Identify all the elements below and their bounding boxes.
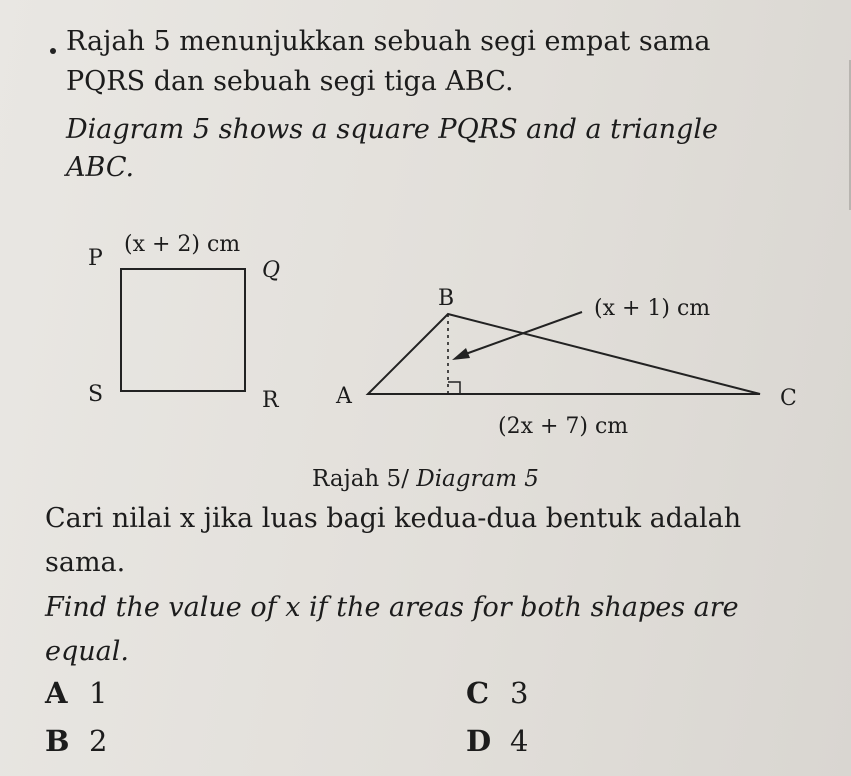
vertex-p: P <box>88 246 103 271</box>
right-angle-mark <box>448 382 460 394</box>
option-a-letter: A <box>45 676 68 710</box>
option-b-letter: B <box>45 724 70 758</box>
vertex-b: B <box>438 286 455 311</box>
pointer-arrow-line <box>460 312 582 356</box>
square-side-label: (x + 2) cm <box>124 232 241 257</box>
prompt-malay-line1: Cari nilai x jika luas bagi kedua-dua bentuk adalah <box>45 503 742 534</box>
option-a[interactable] <box>45 676 107 710</box>
option-d[interactable] <box>466 724 528 758</box>
vertex-s: S <box>88 382 104 407</box>
bullet-dot <box>50 48 56 54</box>
caption-malay: Rajah 5/ <box>312 466 417 492</box>
pointer-arrow-head <box>452 348 470 360</box>
option-c[interactable] <box>466 676 528 710</box>
prompt-malay-line2: sama. <box>45 547 126 578</box>
intro-english-line1: Diagram 5 shows a square PQRS and a triangle <box>66 114 718 145</box>
option-d-value: 4 <box>510 724 529 758</box>
triangle-height-label: (x + 1) cm <box>594 296 711 321</box>
option-b[interactable] <box>45 724 107 758</box>
option-b-value: 2 <box>89 724 108 758</box>
vertex-r: R <box>262 388 279 413</box>
option-d-letter: D <box>466 724 492 758</box>
option-a-value: 1 <box>89 676 108 710</box>
triangle-outline <box>368 314 760 394</box>
prompt-english-line1: Find the value of x if the areas for both shapes are <box>45 592 739 623</box>
intro-malay-line1: Rajah 5 menunjukkan sebuah segi empat sama <box>66 26 711 57</box>
option-c-letter: C <box>466 676 490 710</box>
intro-malay-line2: PQRS dan sebuah segi tiga ABC. <box>66 66 514 97</box>
prompt-english-line2: equal. <box>45 636 129 667</box>
vertex-a: A <box>336 384 352 409</box>
vertex-q: Q <box>262 258 281 283</box>
intro-english-line2: ABC. <box>66 152 135 183</box>
square-pqrs <box>120 268 246 392</box>
triangle-base-label: (2x + 7) cm <box>498 414 629 439</box>
option-c-value: 3 <box>510 676 529 710</box>
vertex-c: C <box>780 386 797 411</box>
caption-english: Diagram 5 <box>416 466 539 492</box>
diagram-caption <box>0 466 851 492</box>
